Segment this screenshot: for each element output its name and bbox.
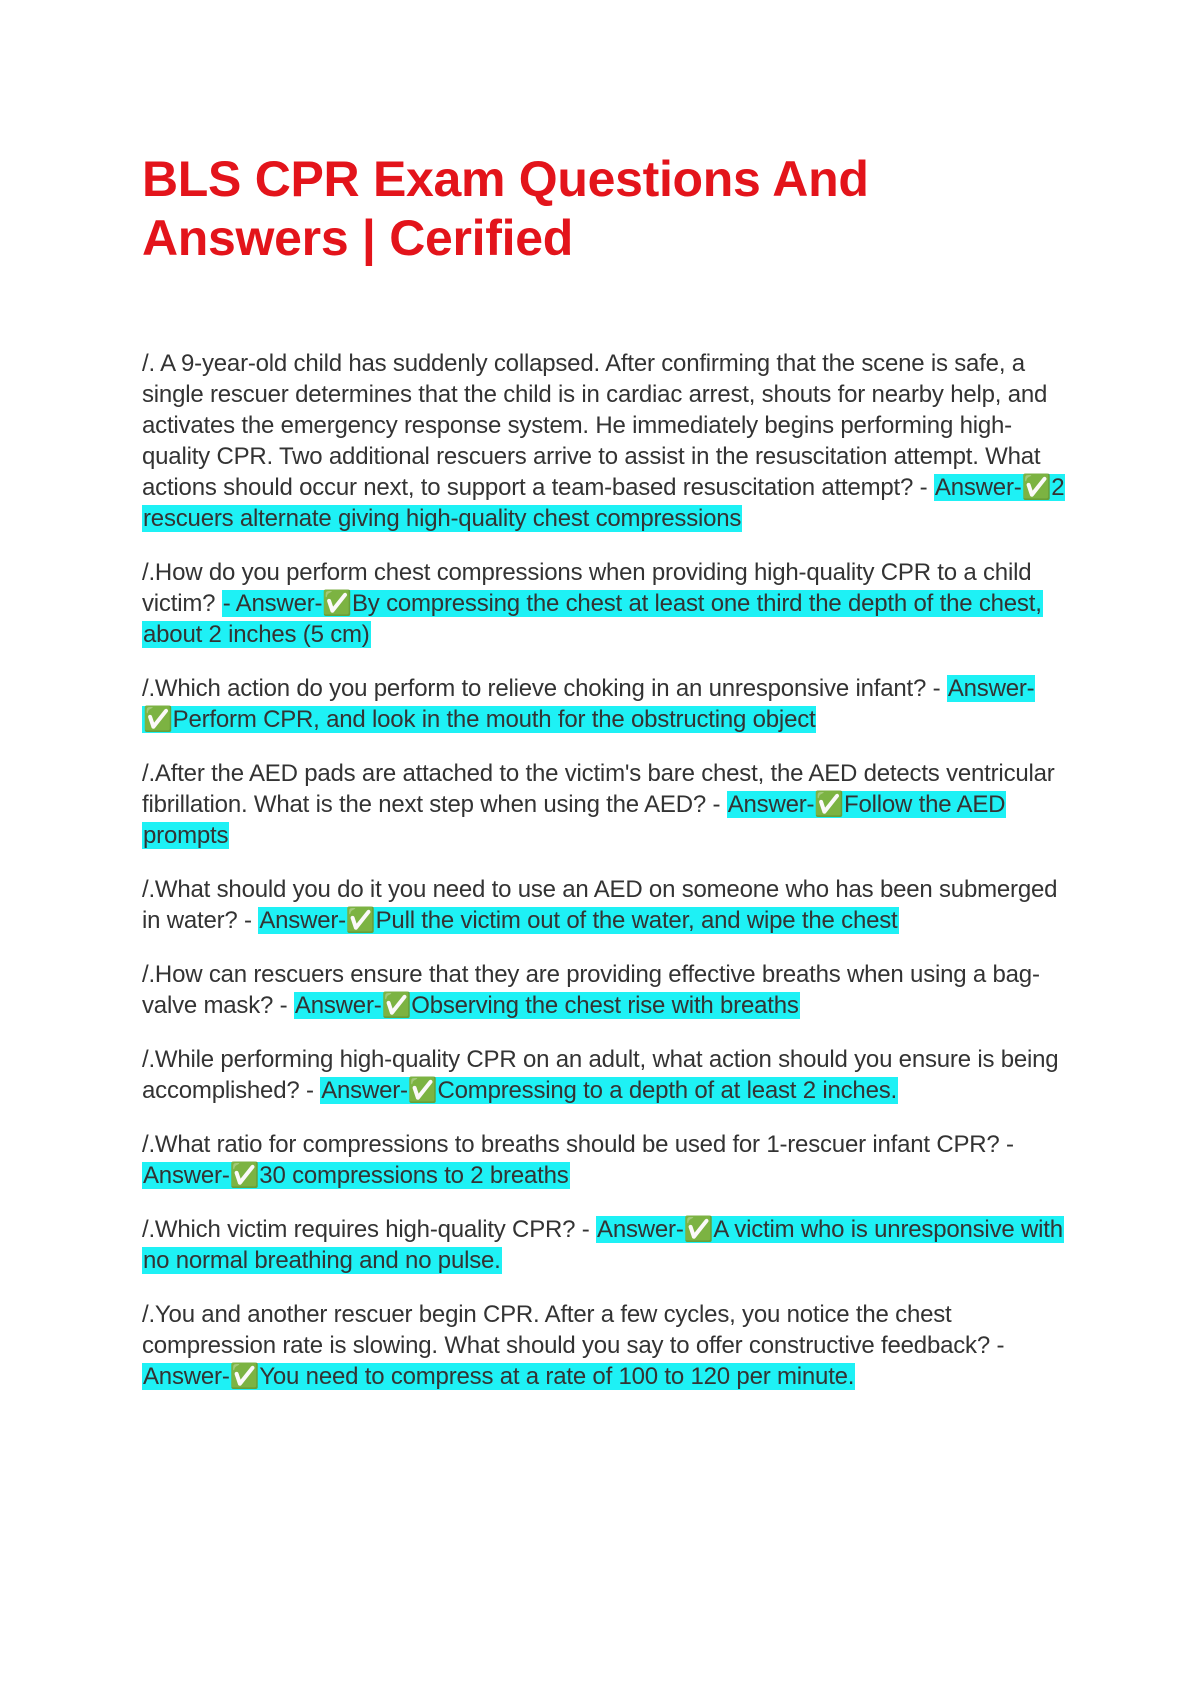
document-title: BLS CPR Exam Questions And Answers | Cerified: [142, 151, 869, 266]
qa-list: [142, 348, 1070, 1392]
answer-highlight: Answer-✅Perform CPR, and look in the mouth for the obstructing object: [143, 675, 1035, 733]
qa-item-3: [142, 673, 1070, 735]
answer-highlight: Answer-✅Compressing to a depth of at least 2 inches.: [321, 1077, 897, 1104]
question-text: /.Which victim requires high-quality CPR? -: [142, 1216, 597, 1243]
qa-item-1: [142, 348, 1070, 534]
answer-highlight: Answer-✅A victim who is unresponsive with no normal breathing and no pulse.: [143, 1216, 1063, 1274]
qa-item-2: [142, 557, 1070, 650]
answer-highlight: Answer-✅You need to compress at a rate of 100 to 120 per minute.: [143, 1363, 855, 1390]
qa-item-6: [142, 959, 1070, 1021]
question-text: /.What ratio for compressions to breaths should be used for 1-rescuer infant CPR? -: [142, 1131, 1014, 1158]
qa-item-10: [142, 1299, 1070, 1392]
answer-highlight: Answer-✅Pull the victim out of the water, and wipe the chest: [259, 907, 898, 934]
question-text: /.Which action do you perform to relieve choking in an unresponsive infant? -: [142, 675, 947, 702]
qa-item-7: [142, 1044, 1070, 1106]
answer-highlight: Answer-✅2 rescuers alternate giving high-quality chest compressions: [143, 474, 1065, 532]
answer-highlight: Answer-✅Follow the AED prompts: [143, 791, 1006, 849]
qa-item-9: [142, 1214, 1070, 1276]
question-text: /. A 9-year-old child has suddenly collapsed. After confirming that the scene is safe, a single rescuer determines that the child is in cardiac arrest, shouts for nearby help, and activates the emergency response system. He immediately begins performing high-quality CPR. Two additional rescuers arrive to assist in the resuscitation attempt. What actions should occur next, to support a team-based resuscitation attempt? -: [142, 350, 1048, 501]
qa-item-4: [142, 758, 1070, 851]
answer-highlight: Answer-✅Observing the chest rise with breaths: [294, 992, 799, 1019]
question-text: /.You and another rescuer begin CPR. After a few cycles, you notice the chest compression rate is slowing. What should you say to offer constructive feedback? -: [142, 1301, 1005, 1359]
answer-highlight: - Answer-✅By compressing the chest at least one third the depth of the chest, about 2 inches (5 cm): [143, 590, 1042, 648]
question-text: /.After the AED pads are attached to the victim's bare chest, the AED detects ventricular fibrillation. What is the next step when using the AED? -: [142, 760, 1055, 818]
question-text: /.What should you do it you need to use an AED on someone who has been submerged in water? -: [142, 876, 1058, 934]
qa-item-5: [142, 874, 1070, 936]
question-text: /.How do you perform chest compressions when providing high-quality CPR to a child victim?: [142, 559, 1032, 617]
question-text: /.While performing high-quality CPR on an adult, what action should you ensure is being accomplished? -: [142, 1046, 1059, 1104]
qa-item-8: [142, 1129, 1070, 1191]
answer-highlight: Answer-✅30 compressions to 2 breaths: [143, 1162, 569, 1189]
question-text: /.How can rescuers ensure that they are providing effective breaths when using a bag-valve mask? -: [142, 961, 1040, 1019]
